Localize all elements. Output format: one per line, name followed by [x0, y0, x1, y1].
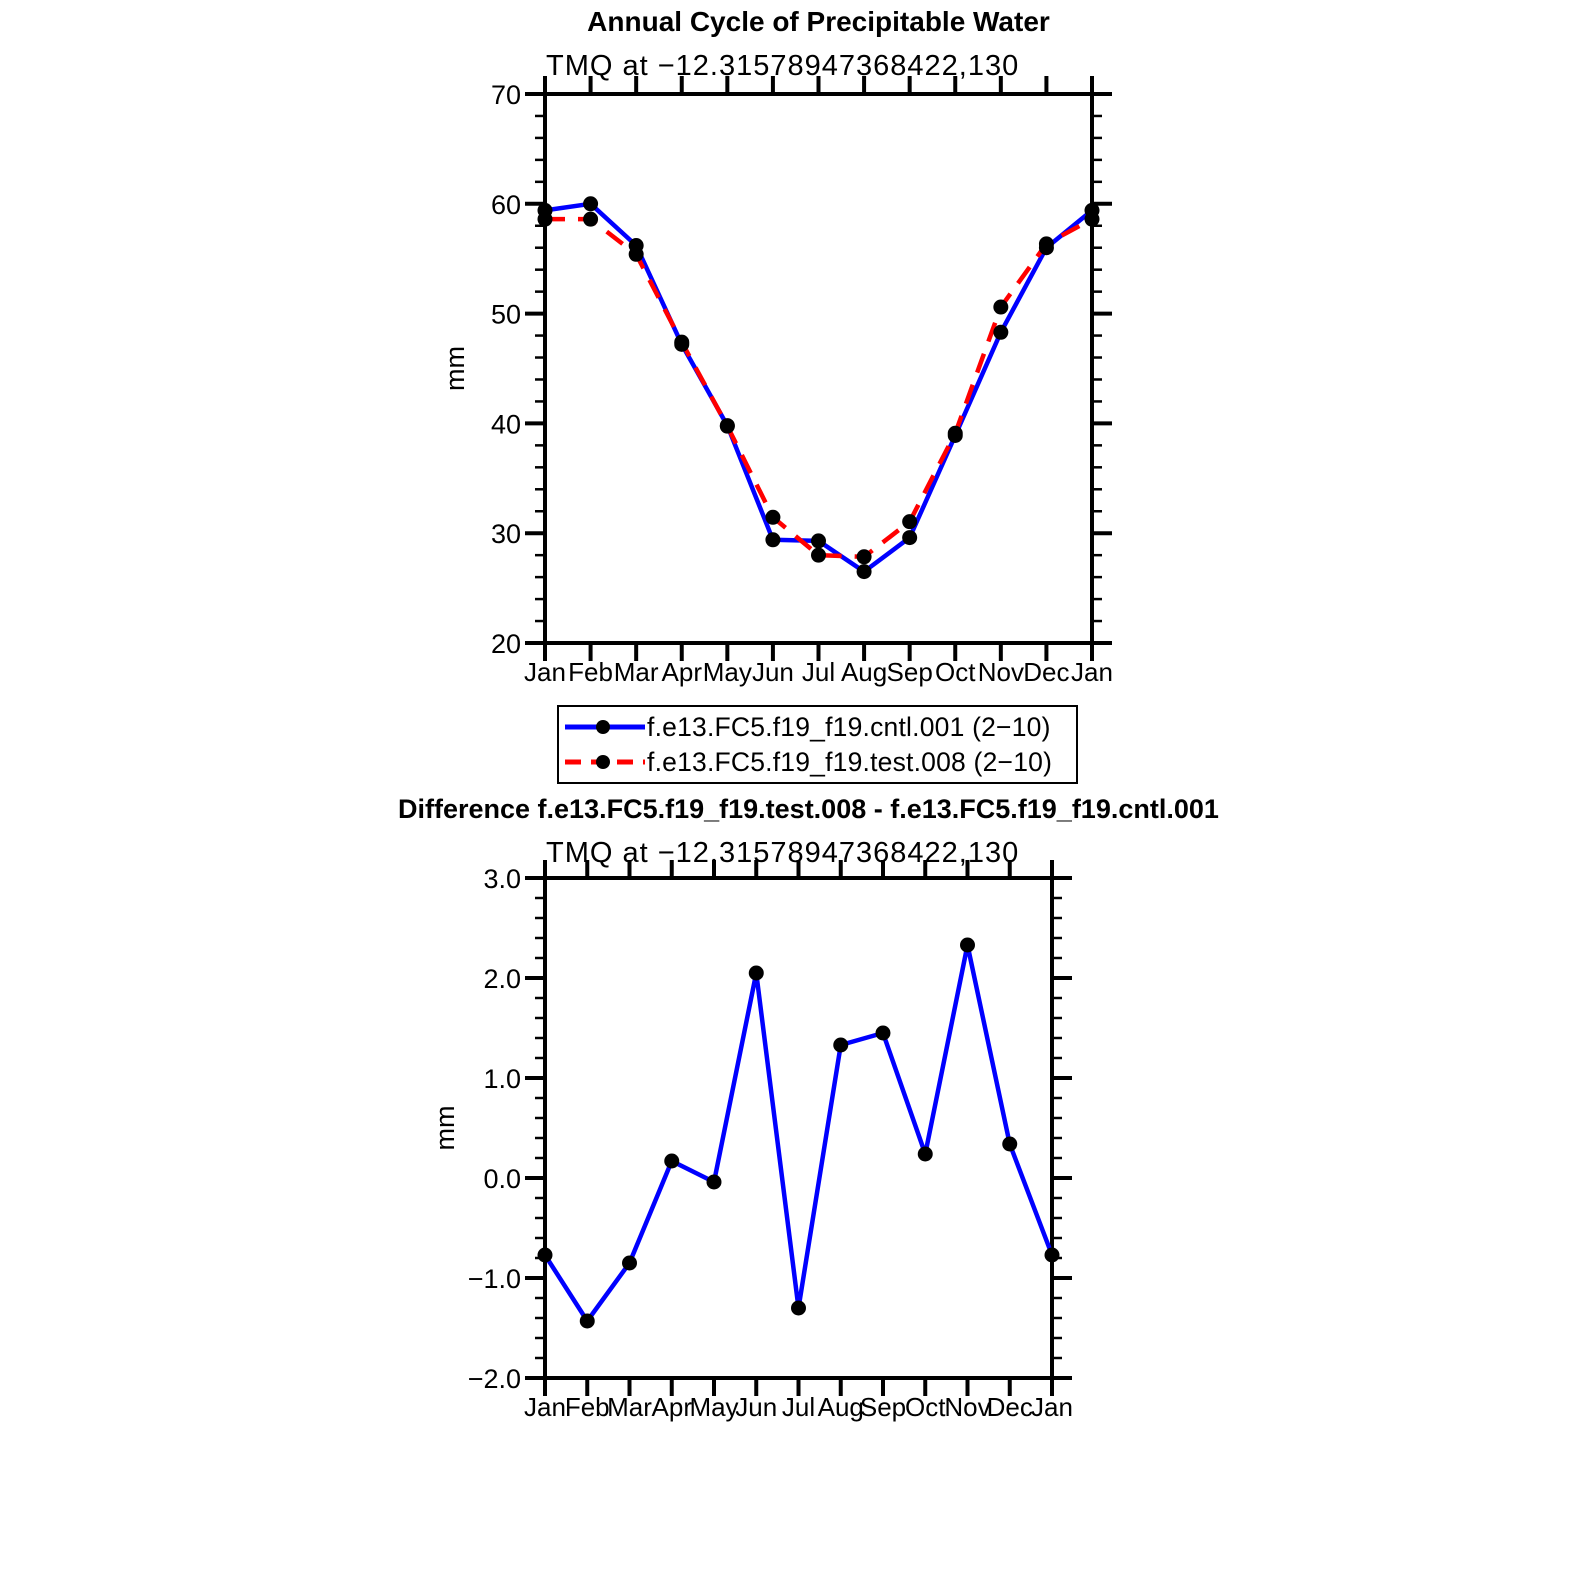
series-line-dashed: [545, 219, 1092, 557]
chart2-title: Difference f.e13.FC5.f19_f19.test.008 - f.e13.FC5.f19_f19.cntl.001: [398, 794, 1219, 824]
series-line-solid: [545, 204, 1092, 572]
legend-marker-dot-icon: [596, 720, 610, 734]
data-point-marker: [791, 1301, 806, 1316]
data-point-marker: [1085, 212, 1100, 227]
x-tick-label: Jul: [801, 657, 836, 687]
y-tick-label: 30: [490, 519, 521, 550]
y-tick-label: 1.0: [483, 1064, 521, 1094]
y-tick-label: 3.0: [483, 864, 521, 894]
x-tick-label: Aug: [840, 657, 888, 687]
data-point-marker: [629, 247, 644, 262]
x-tick-label: Aug: [817, 1392, 864, 1422]
data-point-marker: [622, 1256, 637, 1271]
data-point-marker: [876, 1026, 891, 1041]
x-tick-label: Nov: [944, 1392, 991, 1422]
x-tick-label: May: [689, 1392, 739, 1422]
y-tick-label: 2.0: [483, 964, 521, 994]
y-axis-label: mm: [430, 1105, 460, 1151]
x-tick-label: Sep: [859, 1392, 907, 1422]
y-tick-label: 50: [490, 299, 521, 330]
y-tick-label: 60: [490, 189, 521, 220]
data-point-marker: [857, 564, 872, 579]
x-tick-label: Jun: [751, 657, 794, 687]
data-point-marker: [1039, 236, 1054, 251]
legend-line-solid-icon: [565, 718, 645, 736]
x-tick-label: May: [702, 657, 752, 687]
legend-label-cntl: f.e13.FC5.f19_f19.cntl.001 (2−10): [647, 711, 1051, 742]
data-point-marker: [664, 1154, 679, 1169]
x-tick-label: Feb: [564, 1392, 610, 1422]
x-tick-label: Mar: [607, 1392, 652, 1422]
x-tick-label: Jan: [524, 1392, 566, 1422]
y-tick-label: −1.0: [467, 1264, 521, 1294]
y-axis-label: mm: [440, 346, 470, 391]
y-tick-label: 70: [490, 80, 521, 110]
x-tick-label: Feb: [568, 657, 613, 687]
y-tick-label: 20: [490, 629, 521, 659]
data-point-marker: [902, 530, 917, 545]
data-point-marker: [857, 549, 872, 564]
x-tick-label: Jan: [1071, 657, 1113, 687]
data-point-marker: [707, 1175, 722, 1190]
data-point-marker: [993, 300, 1008, 315]
data-point-marker: [720, 419, 735, 434]
data-point-marker: [1002, 1137, 1017, 1152]
data-point-marker: [583, 196, 598, 211]
legend-item-cntl: [565, 712, 1076, 742]
legend-line-dashed-icon: [565, 753, 645, 771]
data-point-marker: [902, 514, 917, 529]
data-point-marker: [1045, 1248, 1060, 1263]
x-tick-label: Oct: [935, 657, 976, 687]
chart1-subtitle: TMQ at −12.31578947368422,130: [546, 50, 1020, 82]
data-point-marker: [538, 1248, 553, 1263]
data-point-marker: [960, 938, 975, 953]
data-point-marker: [993, 325, 1008, 340]
x-tick-label: Apr: [661, 657, 702, 687]
x-tick-label: Dec: [1023, 657, 1070, 687]
x-tick-label: Jan: [1031, 1392, 1073, 1422]
data-point-marker: [538, 212, 553, 227]
x-tick-label: Jul: [781, 1392, 816, 1422]
data-point-marker: [811, 548, 826, 563]
legend-label-test: f.e13.FC5.f19_f19.test.008 (2−10): [647, 746, 1053, 777]
data-point-marker: [765, 510, 780, 525]
data-point-marker: [583, 212, 598, 227]
y-tick-label: −2.0: [467, 1364, 521, 1394]
x-tick-label: Mar: [613, 657, 659, 687]
data-point-marker: [811, 533, 826, 548]
data-point-marker: [918, 1147, 933, 1162]
chart2-subtitle: TMQ at −12.31578947368422,130: [546, 837, 1020, 869]
x-tick-label: Jun: [735, 1392, 778, 1422]
legend: [557, 705, 1078, 784]
data-point-marker: [765, 532, 780, 547]
legend-item-test: [565, 747, 1076, 777]
data-point-marker: [580, 1314, 595, 1329]
data-point-marker: [948, 426, 963, 441]
x-tick-label: Jan: [524, 657, 566, 687]
legend-marker-dot-icon: [596, 755, 610, 769]
chart-panel-1: [440, 76, 1113, 687]
x-tick-label: Sep: [886, 657, 933, 687]
data-point-marker: [833, 1038, 848, 1053]
x-tick-label: Nov: [977, 657, 1024, 687]
x-tick-label: Oct: [905, 1392, 946, 1422]
data-point-marker: [674, 335, 689, 350]
x-tick-label: Apr: [651, 1392, 692, 1422]
data-point-marker: [749, 966, 764, 981]
series-line-solid: [545, 945, 1052, 1321]
x-tick-label: Dec: [986, 1392, 1033, 1422]
y-tick-label: 40: [490, 409, 521, 440]
y-tick-label: 0.0: [483, 1164, 521, 1194]
chart-panel-2: [430, 860, 1073, 1422]
chart1-title: Annual Cycle of Precipitable Water: [587, 6, 1050, 37]
